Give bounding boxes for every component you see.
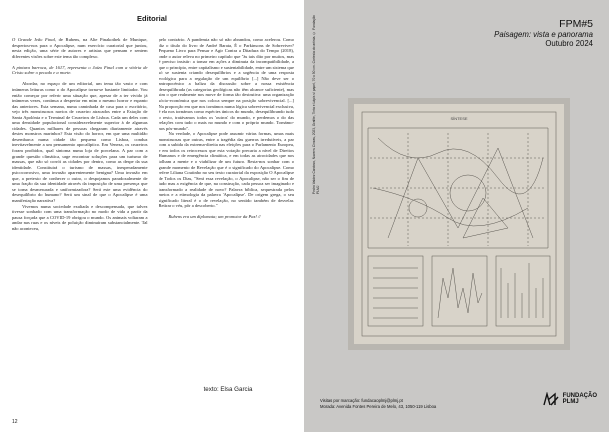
text-columns bbox=[12, 37, 294, 362]
artwork-title: SÍNTESE bbox=[450, 116, 468, 121]
issue-theme: Paisagem: vista e panorama bbox=[494, 30, 593, 39]
address-line: Morada: Avenida Fontes Pereira de Melo, 43, 1050-119 Lisboa bbox=[320, 404, 437, 410]
left-page bbox=[0, 0, 304, 432]
author-credit: texto: Elsa Garcia bbox=[203, 386, 253, 393]
issue-date: Outubro 2024 bbox=[545, 39, 593, 48]
intro-paragraph-1 bbox=[12, 37, 148, 59]
artwork-name: O Grande Ivão Final bbox=[12, 37, 55, 42]
artwork-image bbox=[348, 98, 570, 350]
body-paragraph-4: Na verdade, o Apocalipse pode assumir várias formas, umas mais monstruosas que outras, entre a tragédia das guerras irredutíveis, a par com a subida da extrema-direita nas eleições para o Parlamento Europeu, e em todos os retrocessos que esta votação precaria a nível de Direitos Humanos e de emergência climática, e em todas as atrocidades que nos tolham a mente e o viabilizar de um futuro. Resta-nos sonhar com o grande momento de Revelação que é o significado do Apocalipse. Como refere Liliana Coutinho no seu texto curatorial da exposição O Apocalipse de Todos os Dias, "Será essa revelação, o Apocalipse, não ser o fim de tudo mas a exigência de que, na construção, cada pessoa ser imaginado e transformado a realidade de novo? Palavra bíblica, sequestrada pelos meios e a etimologia da palavra 'Apocalipse'. De origem grega, o seu significado literal é o de revelação, no sentido também de desvelar. Retirar o véu, pôr a descoberto." bbox=[158, 131, 294, 209]
column-2 bbox=[159, 37, 295, 362]
column-1 bbox=[12, 37, 148, 362]
visit-info bbox=[320, 398, 520, 410]
logo-text bbox=[563, 393, 597, 406]
closing-text: Rubens era um diplomata; um promotor da Paz! // bbox=[168, 213, 261, 219]
body-paragraph-3: pelo contrário. A pandemia não só não abrandou, como acelerou. Como diz o título do livro de André Barata, É o Parkinsons de Sobreviver? Pequeno Livro para Pensar e Agir Contra a Ditadura do Tempo (2018), onde o autor releva no primeiro capítulo que "às tais dito por muitos, mas é preciso insistir: a tomar em ações a diminuta da incompatibilidade, a que o princípio, entre capitalismo e sustentabilidade, entre um sistema que só se sustenta criando desequilíbrios e a urgência de uma resposta ecológica para a regulação de um equilíbrio [...] Não deve ser o antropocénico a baliza da discussão sobre a nossa existência desequilibrada (as categorias geológicas não têm alcance suficiente), mas sim o que realmente nos move de forma tão destrutiva: uma organização sócio-económica que nos coloca sempre na posição sobrevivencial. [...] Na proporção em que nos tornámos numa lógica sobrevivencial exclusiva, é ela nos tornámos como espécies únicos do mundo, desequilibrando tudo o resto, tratávamos todos os 'outros' do mundo, e perdemos o do das relações com tudo o mais no mundo e com o próprio mundo. Tornámo-nos pós-mundo". bbox=[158, 37, 294, 131]
body-paragraph-2: Vivemos numa sociedade exaltada e descompensada, que talvez tivesse sonhado com uma transformação no modo de vida a partir da pausa forçada que a COVID-19 obrigou o mundo. Os animais voltaram a andar nas ruas e os níveis de poluição diminuíram substancialmente. Tal não aconteceu, bbox=[12, 203, 148, 231]
page-title: Editorial bbox=[136, 14, 167, 23]
logo-icon bbox=[543, 392, 559, 406]
closing-line bbox=[159, 214, 295, 220]
right-page bbox=[304, 0, 609, 432]
issue-header bbox=[494, 18, 593, 48]
fundacao-plmj-logo bbox=[543, 392, 597, 406]
painting-description: A pintura barroca, de 1617, representa o Juízo Final com a vitória de Cristo sobre o pecado e a morte. bbox=[12, 64, 148, 76]
visit-line: Visitas por marcação: fundacaoplmj@plmj.pt bbox=[320, 398, 403, 403]
body-paragraph-1: Abordar, no espaço de um editorial, um tema tão vasto e com inúmeras leituras como o do Apocalipse torna-se bastante limitador. Vou então começar por referir uma situação que, apesar de a ter vivido já inúmeras vezes, continua a despertar em mim o mesmo horror e espanto das anteriores. Esta semana, numa caminhada de casa para o escritório, vejo três monstruosos navios de cruzeiro atracados entre a Estação de Santa Apolónia e o Terminal de Cruzeiros de Lisboa. Cada um deles com uma densidade populacional consideravelmente superior à de algumas cidades. Quantos milhares de pessoas chegaram diariamente através destes monstros marinhos? Esta visão do horror, em que uma multidão desembarca numa cidade tão pequena como Lisboa, conduz inevitavelmente a um pensamento apocalíptico. Em Veneza, os cruzeiros foram proibidos, qual sintoma numa loja de porcelana. A par com a grande questão climática, urge encontrar soluções para um turismo de massas, que não só corrói as cidades por dentro, como as despe da sua identidade. Constituirá o turismo de massas, inesperadamente psicocorrosivo, uma invasão aparentemente benigna? Uma invasão em que, a pretexto de conhecer o outro, o despojamos paradoxalmente de uma fração da sua identidade através da imposição de uma presença que se torna desmesurada e uniformizadora? Será este uma evidência do desequilíbrio do humano? Será um sinal de que o Apocalipse é uma manifestação narrativa? bbox=[12, 81, 148, 203]
intro-paragraph-2 bbox=[12, 65, 148, 76]
logo-line-2: PLMJ bbox=[562, 399, 579, 405]
intro-text: , de Rubens, na Alte Pinakothek de Munique, despertou-nos para o Apocalipse, num exercício curatorial que juntou, nesta edição, uma série de autores e artistas que pensam e sentem diferentes visões sobre este tema tão complexo. bbox=[12, 37, 148, 59]
artwork-caption: Pedro Valdez Cardoso, Nuvens Cinzas, 2023, Grafite, Tinta e Lápis s/ papel, 70 x 50 cm. Cortesia do artista. © Fundação PLMJ bbox=[312, 15, 320, 194]
logo-line-1: FUNDAÇÃO bbox=[562, 392, 597, 399]
page-number: 12 bbox=[12, 419, 18, 425]
issue-number: FPM#5 bbox=[559, 18, 593, 30]
